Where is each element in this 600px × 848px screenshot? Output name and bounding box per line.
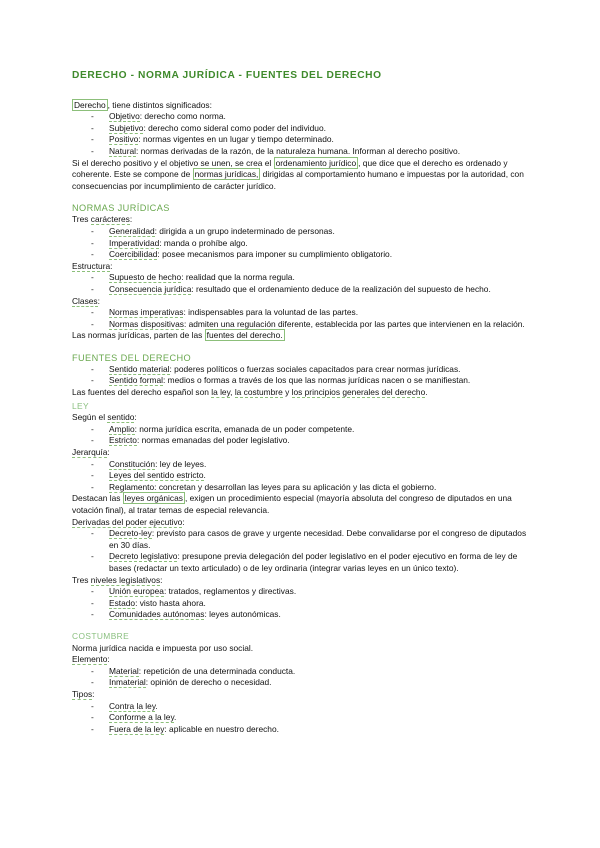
list-item: - Leyes del sentido estricto. (72, 470, 532, 482)
elemento-list (72, 666, 532, 689)
list-item: - Natural: normas derivadas de la razón, de la naturaleza humana. Informan al derecho positivo. (72, 146, 532, 158)
subheading-costumbre: COSTUMBRE (72, 630, 130, 641)
list-item: - Comunidades autónomas: leyes autonómicas. (72, 609, 532, 621)
niveles-label: Tres niveles legislativos: (72, 574, 163, 585)
ejecutivo-label: Derivadas del poder ejecutivo: (72, 516, 185, 527)
section-heading-normas: NORMAS JURÍDICAS (72, 203, 170, 214)
list-item: - Contra la ley. (72, 701, 532, 713)
intro-term: Derecho (74, 99, 106, 110)
list-item: - Estado: visto hasta ahora. (72, 598, 532, 610)
normas-closing: Las normas jurídicas, parten de las fuentes del derecho. (72, 330, 283, 341)
fuentes-list (72, 364, 532, 387)
list-item: - Coercibilidad: posee mecanismos para imponer su cumplimiento obligatorio. (72, 249, 532, 261)
document-content (72, 70, 532, 735)
jerarquia-label: Jerarquía: (72, 447, 110, 458)
list-item: - Normas imperativas: indispensables para la voluntad de las partes. (72, 307, 532, 319)
list-item: - Generalidad: dirigida a un grupo indeterminado de personas. (72, 226, 532, 238)
list-item: - Decreto legislativo: presupone previa delegación del poder legislativo en el poder ejecutivo en forma de ley de bases (redactar un texto articulado) o de ley ordinaria (integrar varias leyes en un único texto). (72, 551, 532, 574)
list-item: - Imperatividad: manda o prohíbe algo. (72, 238, 532, 250)
list-item: - Estricto: normas emanadas del poder legislativo. (72, 435, 532, 447)
intro-list (72, 111, 532, 157)
jerarquia-list (72, 459, 532, 494)
list-item: - Sentido formal: medios o formas a través de los que las normas jurídicas nacen o se manifiestan. (72, 375, 532, 387)
page-title: DERECHO - NORMA JURÍDICA - FUENTES DEL DERECHO (72, 70, 382, 81)
clases-list (72, 307, 532, 330)
list-item: - Constitución: ley de leyes. (72, 459, 532, 471)
list-item: - Material: repetición de una determinada conducta. (72, 666, 532, 678)
list-item: - Amplio: norma jurídica escrita, emanada de un poder competente. (72, 424, 532, 436)
list-item: - Reglamento: concretan y desarrollan las leyes para su aplicación y las dicta el gobierno. (72, 482, 532, 494)
list-item: - Normas dispositivas: admiten una regulación diferente, establecida por las partes que intervienen en la relación. (72, 319, 532, 331)
estructura-label: Estructura: (72, 260, 113, 271)
subheading-ley: LEY (72, 400, 90, 411)
organicas-paragraph: Destacan las leyes orgánicas , exigen un procedimiento especial (mayoría absoluta del congreso de diputados en una votación final), al tratar temas de especial relevancia. (72, 493, 512, 515)
list-item: - Unión europea: tratados, reglamentos y directivas. (72, 586, 532, 598)
intro-paragraph: Si el derecho positivo y el objetivo se unen, se crea el ordenamiento jurídico , que dice que el derecho es ordenado y coherente. Este se compone de normas jurídicas, dirigidas al comportamiento humano e impuestas por la autoridad, con consecuencias por incumplimiento de carácter jurídico. (72, 157, 524, 191)
section-heading-fuentes: FUENTES DEL DERECHO (72, 352, 192, 363)
list-item: - Consecuencia jurídica: resultado que el ordenamiento deduce de la realización del supuesto de hecho. (72, 284, 532, 296)
fuentes-closing: Las fuentes del derecho español son la ley, la costumbre y los principios generales del derecho. (72, 387, 428, 398)
caracteres-list (72, 226, 532, 261)
caracteres-label: Tres carácteres: (72, 214, 133, 225)
niveles-list (72, 586, 532, 621)
list-item: - Inmaterial: opinión de derecho o necesidad. (72, 677, 532, 689)
tipos-list (72, 701, 532, 736)
list-item: - Supuesto de hecho: realidad que la norma regula. (72, 272, 532, 284)
intro-line: Derecho , tiene distintos significados: (74, 99, 212, 110)
ejecutivo-list (72, 528, 532, 574)
list-item: - Sentido material: poderes políticos o fuerzas sociales capacitados para crear normas jurídicas. (72, 364, 532, 376)
costumbre-definition: Norma jurídica nacida e impuesta por uso social. (72, 642, 254, 653)
elemento-label: Elemento: (72, 654, 110, 665)
sentido-label: Según el sentido: (72, 412, 137, 423)
estructura-list (72, 272, 532, 295)
tipos-label: Tipos: (72, 688, 95, 699)
list-item: - Positivo: normas vigentes en un lugar y tiempo determinado. (72, 134, 532, 146)
list-item: - Conforme a la ley. (72, 712, 532, 724)
list-item: - Decreto-ley: previsto para casos de grave y urgente necesidad. Debe convalidarse por el congreso de diputados en 30 días. (72, 528, 532, 551)
list-item: - Objetivo: derecho como norma. (72, 111, 532, 123)
sentido-list (72, 424, 532, 447)
list-item: - Subjetivo: derecho como sideral como poder del individuo. (72, 123, 532, 135)
list-item: - Fuera de la ley: aplicable en nuestro derecho. (72, 724, 532, 736)
clases-label: Clases: (72, 295, 100, 306)
